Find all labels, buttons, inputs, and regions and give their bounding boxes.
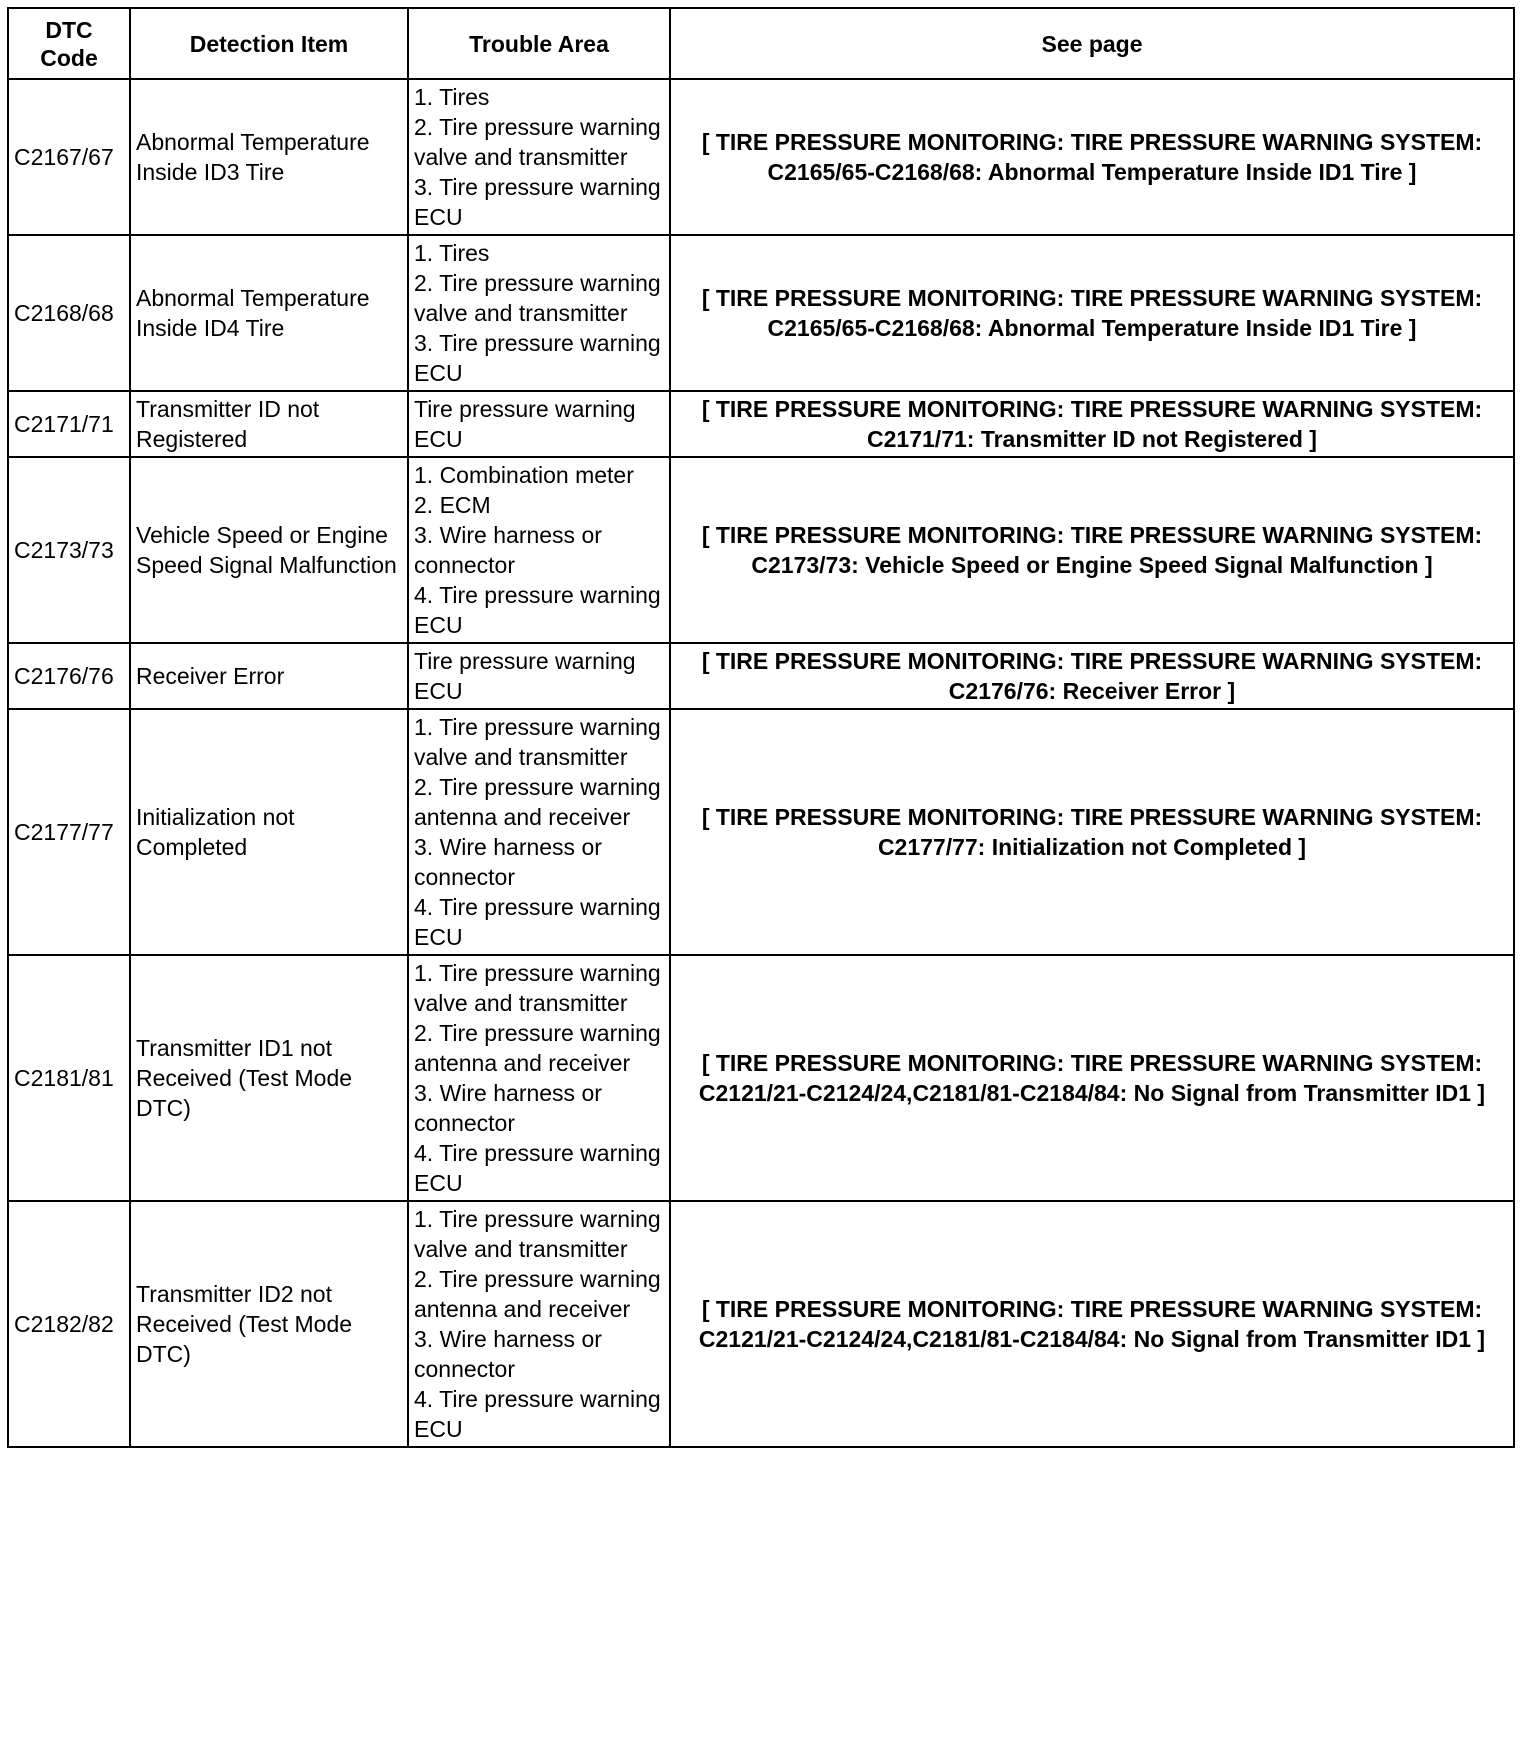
table-row: [8, 709, 1514, 955]
dtc-code-cell: C2176/76: [8, 643, 130, 709]
dtc-code-cell: C2182/82: [8, 1201, 130, 1447]
trouble-area-entry: 3. Wire harness or connector: [414, 1080, 602, 1136]
trouble-area-entry: 4. Tire pressure warning ECU: [414, 1386, 661, 1442]
see-page-link[interactable]: [ TIRE PRESSURE MONITORING: TIRE PRESSURE WARNING SYSTEM: C2176/76: Receiver Error ]: [670, 643, 1514, 709]
trouble-area-cell: [408, 79, 670, 235]
detection-item-cell: Vehicle Speed or Engine Speed Signal Malfunction: [130, 457, 408, 643]
trouble-area-entry: 2. Tire pressure warning antenna and receiver: [414, 1020, 661, 1076]
trouble-area-entry: 3. Wire harness or connector: [414, 522, 602, 578]
trouble-area-cell: [408, 709, 670, 955]
detection-item-cell: Transmitter ID not Registered: [130, 391, 408, 457]
trouble-area-cell: [408, 391, 670, 457]
dtc-code-cell: C2171/71: [8, 391, 130, 457]
see-page-link[interactable]: [ TIRE PRESSURE MONITORING: TIRE PRESSURE WARNING SYSTEM: C2165/65-C2168/68: Abnormal Temperature Inside ID1 Tire ]: [670, 235, 1514, 391]
trouble-area-cell: [408, 643, 670, 709]
trouble-area-cell: [408, 457, 670, 643]
trouble-area-entry: 2. Tire pressure warning antenna and receiver: [414, 1266, 661, 1322]
see-page-link[interactable]: [ TIRE PRESSURE MONITORING: TIRE PRESSURE WARNING SYSTEM: C2165/65-C2168/68: Abnormal Temperature Inside ID1 Tire ]: [670, 79, 1514, 235]
trouble-area-cell: [408, 955, 670, 1201]
trouble-area-entry: 1. Tires: [414, 240, 490, 266]
see-page-link[interactable]: [ TIRE PRESSURE MONITORING: TIRE PRESSURE WARNING SYSTEM: C2171/71: Transmitter ID not Registered ]: [670, 391, 1514, 457]
header-dtc-code: [8, 8, 130, 79]
dtc-code-cell: C2181/81: [8, 955, 130, 1201]
trouble-area-entry: 3. Tire pressure warning ECU: [414, 174, 661, 230]
trouble-area-entry: 1. Combination meter: [414, 462, 634, 488]
detection-item-cell: Abnormal Temperature Inside ID3 Tire: [130, 79, 408, 235]
dtc-code-cell: C2168/68: [8, 235, 130, 391]
trouble-area-entry: 3. Tire pressure warning ECU: [414, 330, 661, 386]
table-header-row: [8, 8, 1514, 79]
detection-item-cell: Initialization not Completed: [130, 709, 408, 955]
table-row: [8, 955, 1514, 1201]
detection-item-cell: Receiver Error: [130, 643, 408, 709]
table-row: [8, 235, 1514, 391]
header-detection-item: Detection Item: [130, 8, 408, 79]
trouble-area-entry: 3. Wire harness or connector: [414, 1326, 602, 1382]
detection-item-cell: Abnormal Temperature Inside ID4 Tire: [130, 235, 408, 391]
trouble-area-entry: 4. Tire pressure warning ECU: [414, 894, 661, 950]
detection-item-cell: Transmitter ID1 not Received (Test Mode DTC): [130, 955, 408, 1201]
trouble-area-entry: 3. Wire harness or connector: [414, 834, 602, 890]
header-dtc-code-line1: DTC: [45, 16, 93, 43]
table-row: [8, 457, 1514, 643]
dtc-code-cell: C2167/67: [8, 79, 130, 235]
see-page-link[interactable]: [ TIRE PRESSURE MONITORING: TIRE PRESSURE WARNING SYSTEM: C2121/21-C2124/24,C2181/81-C2184/84: No Signal from Transmitter ID1 ]: [670, 1201, 1514, 1447]
see-page-link[interactable]: [ TIRE PRESSURE MONITORING: TIRE PRESSURE WARNING SYSTEM: C2177/77: Initialization not Completed ]: [670, 709, 1514, 955]
trouble-area-entry: 2. Tire pressure warning valve and transmitter: [414, 270, 661, 326]
trouble-area-entry: Tire pressure warning ECU: [414, 648, 636, 704]
trouble-area-entry: 1. Tires: [414, 84, 490, 110]
table-row: [8, 391, 1514, 457]
table-row: [8, 1201, 1514, 1447]
trouble-area-entry: 2. Tire pressure warning antenna and receiver: [414, 774, 661, 830]
header-see-page: See page: [670, 8, 1514, 79]
dtc-code-cell: C2173/73: [8, 457, 130, 643]
dtc-table: [7, 7, 1515, 1448]
trouble-area-entry: 1. Tire pressure warning valve and transmitter: [414, 960, 661, 1016]
trouble-area-entry: 1. Tire pressure warning valve and transmitter: [414, 714, 661, 770]
table-row: [8, 643, 1514, 709]
trouble-area-entry: Tire pressure warning ECU: [414, 396, 636, 452]
trouble-area-entry: 4. Tire pressure warning ECU: [414, 582, 661, 638]
trouble-area-cell: [408, 1201, 670, 1447]
trouble-area-entry: 2. ECM: [414, 492, 491, 518]
trouble-area-entry: 2. Tire pressure warning valve and transmitter: [414, 114, 661, 170]
see-page-link[interactable]: [ TIRE PRESSURE MONITORING: TIRE PRESSURE WARNING SYSTEM: C2121/21-C2124/24,C2181/81-C2184/84: No Signal from Transmitter ID1 ]: [670, 955, 1514, 1201]
dtc-code-cell: C2177/77: [8, 709, 130, 955]
header-trouble-area: Trouble Area: [408, 8, 670, 79]
trouble-area-entry: 1. Tire pressure warning valve and transmitter: [414, 1206, 661, 1262]
detection-item-cell: Transmitter ID2 not Received (Test Mode DTC): [130, 1201, 408, 1447]
see-page-link[interactable]: [ TIRE PRESSURE MONITORING: TIRE PRESSURE WARNING SYSTEM: C2173/73: Vehicle Speed or Engine Speed Signal Malfunction ]: [670, 457, 1514, 643]
trouble-area-cell: [408, 235, 670, 391]
table-row: [8, 79, 1514, 235]
trouble-area-entry: 4. Tire pressure warning ECU: [414, 1140, 661, 1196]
header-dtc-code-line2: Code: [40, 44, 98, 71]
table-body: [8, 79, 1514, 1447]
